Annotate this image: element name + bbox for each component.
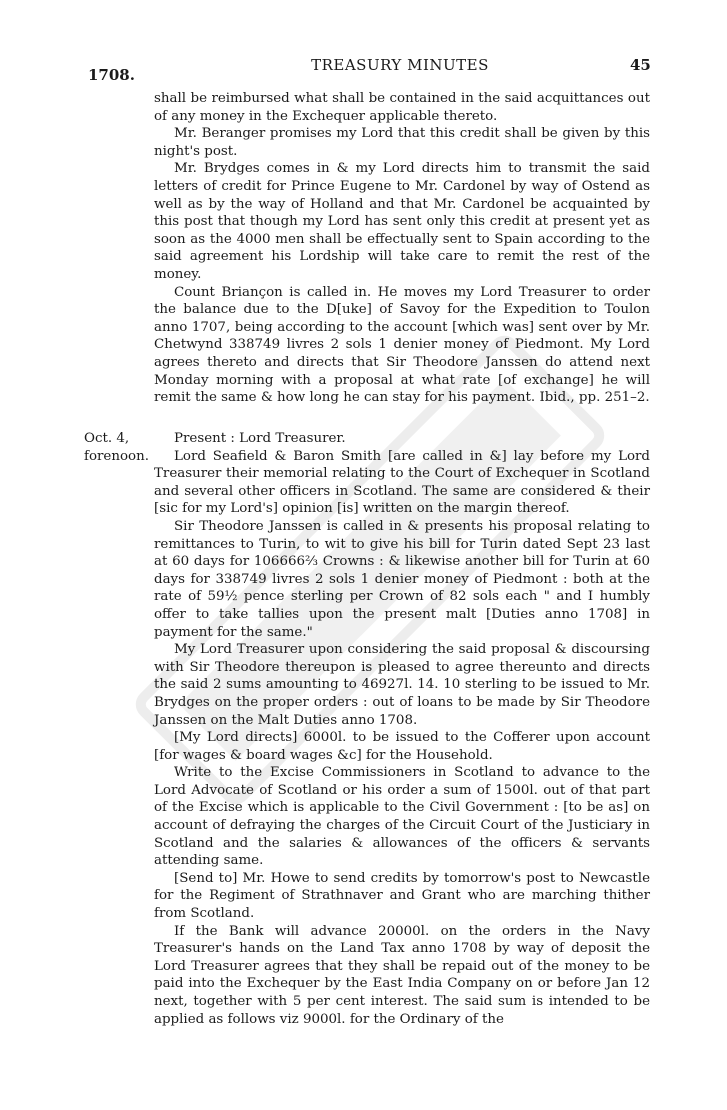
paragraph: Lord Seafield & Baron Smith [are called in &] lay before my Lord Treasurer their memorial relating to the Court of Exchequer in Scotland and several other officers in Scotland. The same are considered & their [sic for my Lord's] opinion [is] written on the margin thereof. bbox=[154, 448, 650, 517]
paragraph: Sir Theodore Janssen is called in & presents his proposal relating to remittances to Turin, to wit to give his bill for Turin dated Sept 23 last at 60 days for 106666⅔ Crowns : & likewise another bill for Turin at 60 days for 338749 livres 2 sols 1 denier money of Piedmont : both at the rate of 59½ pence sterling per Crown of 82 sols each " and I humbly offer to take tallies upon the present malt [Duties anno 1708] in payment for the same." bbox=[154, 518, 650, 640]
paragraph: Count Briançon is called in. He moves my Lord Treasurer to order the balance due to the D[uke] of Savoy for the Expedition to Toulon anno 1707, being according to the account [which was] sent over by Mr. Chetwynd 338749 livres 2 sols 1 denier money of Piedmont. My Lord agrees thereto and directs that Sir Theodore Janssen do attend next Monday morning with a proposal at what rate [of exchange] he will remit the same & how long he can stay for his payment. Ibid., pp. 251–2. bbox=[154, 284, 650, 406]
paragraph: Mr. Brydges comes in & my Lord directs him to transmit the said letters of credit for Prince Eugene to Mr. Cardonel by way of Ostend as well as by the way of Holland and that Mr. Cardonel be acquainted by this post that though my Lord has sent only this credit at present yet as soon as the 4000 men shall be effectually sent to Spain according to the said agreement his Lordship will take care to remit the rest of the money. bbox=[154, 161, 650, 282]
text-block-oct-4 bbox=[154, 430, 650, 1028]
paragraph: Write to the Excise Commissioners in Scotland to advance to the Lord Advocate of Scotland or his order a sum of 1500l. out of that part of the Excise which is applicable to the Civil Government : [to be as] on account of defraying the charges of the Circuit Court of the Justiciary in Scotland and the salaries & allowances of the officers & servants attending same. bbox=[154, 765, 650, 869]
paragraph: Mr. Beranger promises my Lord that this credit shall be given by this night's post. bbox=[154, 126, 650, 159]
paragraph: shall be reimbursed what shall be contained in the said acquittances out of any money in the Exchequer applicable thereto. bbox=[154, 91, 650, 124]
running-head-year: 1708. bbox=[88, 66, 135, 84]
page-number: 45 bbox=[630, 56, 651, 74]
paragraph: [My Lord directs] 6000l. to be issued to the Cofferer upon account [for wages & board wages &c] for the Household. bbox=[154, 730, 650, 763]
paragraph: [Send to] Mr. Howe to send credits by tomorrow's post to Newcastle for the Regiment of Strathnaver and Grant who are marching thither from Scotland. bbox=[154, 870, 650, 922]
running-head-title: TREASURY MINUTES bbox=[311, 56, 489, 74]
present-line: Present : Lord Treasurer. bbox=[174, 431, 346, 446]
margin-time: forenoon. bbox=[84, 448, 149, 464]
paragraph: If the Bank will advance 20000l. on the orders in the Navy Treasurer's hands on the Land Tax anno 1708 by way of deposit the Lord Treasurer agrees that they shall be repaid out of the money to be paid into the Exchequer by the East India Company on or before Jan 12 next, together with 5 per cent interest. The said sum is intended to be applied as follows viz 9000l. for the Ordinary of the bbox=[154, 923, 650, 1027]
text-block-continued bbox=[154, 90, 650, 407]
margin-note bbox=[84, 430, 149, 465]
margin-date: Oct. 4, bbox=[84, 431, 130, 446]
paragraph: My Lord Treasurer upon considering the said proposal & discoursing with Sir Theodore thereupon is pleased to agree thereunto and directs the said 2 sums amounting to 46927l. 14. 10 sterling to be issued to Mr. Brydges on the proper orders : out of loans to be made by Sir Theodore Janssen on the Malt Duties anno 1708. bbox=[154, 642, 650, 728]
